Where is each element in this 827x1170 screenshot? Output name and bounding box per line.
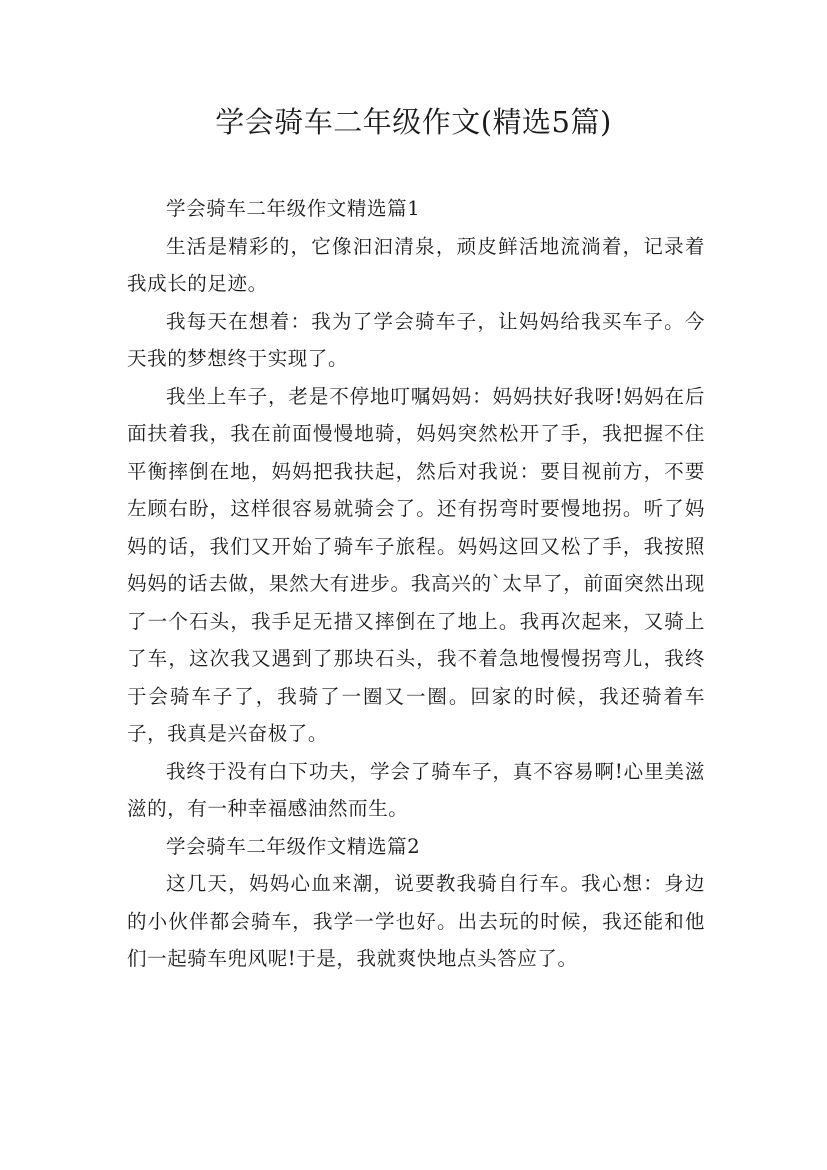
paragraph: 生活是精彩的，它像汩汩清泉，顽皮鲜活地流淌着，记录着我成长的足迹。 — [127, 234, 705, 295]
section-heading-1: 学会骑车二年级作文精选篇1 — [166, 197, 421, 220]
paragraph: 我每天在想着：我为了学会骑车子，让妈妈给我买车子。今天我的梦想终于实现了。 — [127, 309, 705, 370]
document-title: 学会骑车二年级作文(精选5篇) — [215, 105, 612, 139]
paragraph: 我坐上车子，老是不停地叮嘱妈妈：妈妈扶好我呀!妈妈在后面扶着我，我在前面慢慢地骑，妈妈突然松开了手，我把握不住平衡摔倒在地，妈妈把我扶起，然后对我说：要目视前方，不要左顾右盼，这样很容易就骑会了。还有拐弯时要慢地拐。听了妈妈的话，我们又开始了骑车子旅程。妈妈这回又松了手，我按照妈妈的话去做，果然大有进步。我高兴的`太早了，前面突然出现了一个石头，我手足无措又摔倒在了地上。我再次起来，又骑上了车，这次我又遇到了那块石头，我不着急地慢慢拐弯儿，我终于会骑车子了，我骑了一圈又一圈。回家的时候，我还骑着车子，我真是兴奋极了。 — [127, 384, 705, 745]
section-heading-2: 学会骑车二年级作文精选篇2 — [166, 834, 421, 858]
document-body — [127, 190, 705, 978]
paragraph: 这几天，妈妈心血来潮，说要教我骑自行车。我心想：身边的小伙伴都会骑车，我学一学也好。出去玩的时候，我还能和他们一起骑车兜风呢!于是，我就爽快地点头答应了。 — [127, 872, 705, 970]
paragraph: 我终于没有白下功夫，学会了骑车子，真不容易啊!心里美滋滋的，有一种幸福感油然而生。 — [127, 759, 705, 820]
